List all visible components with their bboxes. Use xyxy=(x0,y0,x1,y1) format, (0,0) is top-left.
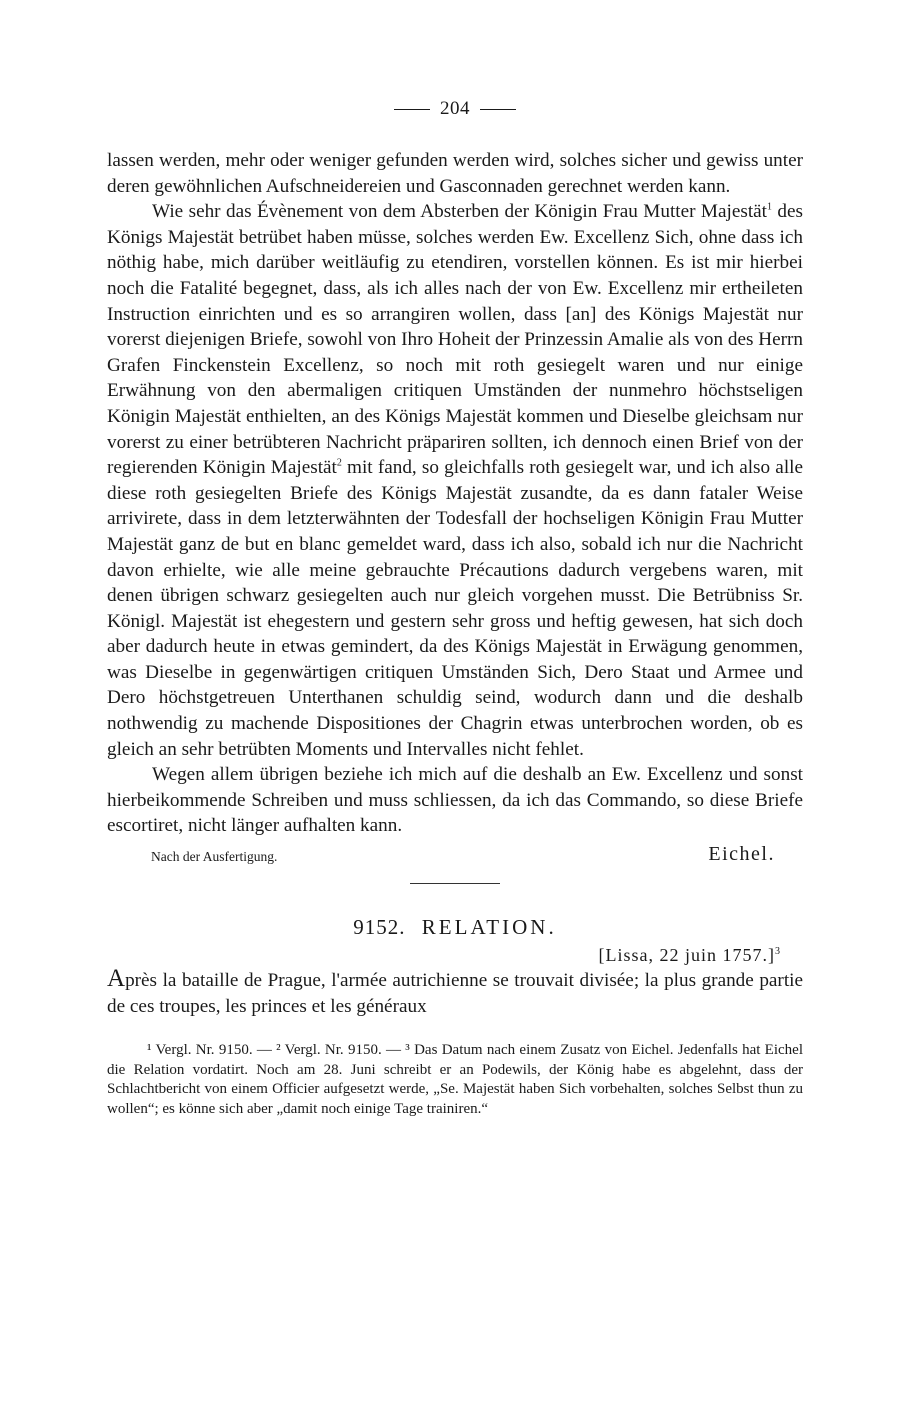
dateline-text: [Lissa, 22 juin 1757.] xyxy=(598,945,775,966)
drop-cap: A xyxy=(107,965,126,993)
page-number: 204 xyxy=(440,98,470,119)
document-number: 9152. xyxy=(353,915,406,940)
header-dash-right xyxy=(480,109,516,110)
document-page xyxy=(107,96,803,1119)
header-dash-left xyxy=(394,109,430,110)
paragraph-2-part-2: des Königs Majestät betrübet haben müsse, solches werden Ew. Excellenz Sich, ohne dass ich nöthig habe, mich darüber weitläufig zu etendiren, vorstellen können. Es ist mir hierbei noch die Fatalité begegnet, dass, als ich alles nach der von Ew. Excellenz mir ertheileten Instruction einrichten und es so arrangiren wollen, dass [an] des Königs Majestät nur vorerst diejenigen Briefe, sowohl von Ihro Hoheit der Prinzessin Amalie als von des Herrn Grafen Finckenstein Excellenz, so noch mit roth gesiegelt waren und nur einige Erwähnung von den abermaligen critiquen Umständen der nunmehro höchstseligen Königin Majestät enthielten, an des Königs Majestät kommen und Dieselbe gleichsam nur vorerst zu einer betrübteren Nachricht präpariren sollten, ich dennoch einen Brief von der regierenden Königin Majestät xyxy=(107,201,804,479)
source-note: Nach der Ausfertigung. xyxy=(151,849,278,865)
letter-continuation: lassen werden, mehr oder weniger gefunden werden wird, solches sicher und gewiss unter deren gewöhnlichen Aufschneidereien und Gasconnaden gerechnet werden kann. xyxy=(107,150,803,197)
section-divider xyxy=(410,883,500,884)
relation-body xyxy=(107,966,803,1019)
footnote-text: ¹ Vergl. Nr. 9150. — ² Vergl. Nr. 9150. — ³ Das Datum nach einem Zusatz von Eichel. Jedenfalls hat Eichel die Relation vordatirt. Noch am 28. Juni schreibt er an Podewils, der König habe es abgelehnt, dass der Schlachtbericht von einem Officier aufgesetzt werde, „Se. Majestät haben Sich vorbehalten, solches Selbst thun zu wollen“; es könne sich aber „damit noch einige Tage trainiren.“ xyxy=(107,1042,803,1117)
letter-body xyxy=(107,148,803,839)
footnote-marker-2: 2 xyxy=(336,457,342,469)
footnotes xyxy=(107,1041,803,1119)
letter-closing xyxy=(107,843,803,871)
footnote-marker-1: 1 xyxy=(767,201,773,213)
paragraph-2-part-3: mit fand, so gleichfalls roth gesiegelt war, und ich also alle diese roth gesiegelten Briefe des Königs Majestät zusandte, da es dann fataler Weise arrivirete, dass in dem letzterwähnten der Todesfall der hochseligen Königin Frau Mutter Majestät ganz de but en blanc gemeldet ward, dass ich also, sobald ich nur die Nachricht davon erhielte, wie alle meine gebrauchte Précautions dadurch vergebens waren, mit denen übrigen schwarz gesiegelten auch nur gleich vorgehen musst. Die Betrübniss Sr. Königl. Majestät ist ehegestern und gestern sehr gross und heftig gewesen, hat sich doch aber dadurch heute in etwas gemindert, da des Königs Majestät in Erwägung genommen, was Dieselbe in gegenwärtigen critiquen Umständen Sich, Dero Staat und Armee und Dero höchstgetreuen Unterthanen schuldig seind, wodurch dann und die deshalb nothwendig zu machende Dispositiones der Chagrin etwas unterbrochen worden, ob es gleich an sehr betrübten Moments und Intervalles nicht fehlet. xyxy=(107,457,803,760)
document-heading xyxy=(107,914,803,940)
letter-paragraph-3: Wegen allem übrigen beziehe ich mich auf die deshalb an Ew. Excellenz und sonst hierbeikommende Schreiben und muss schliessen, da ich das Commando, so diese Briefe escortiret, nicht länger aufhalten kann. xyxy=(107,764,803,837)
letter-paragraph-2 xyxy=(107,199,803,762)
relation-paragraph xyxy=(107,966,803,1019)
page-header xyxy=(107,96,803,122)
dateline xyxy=(107,944,803,966)
signature: Eichel. xyxy=(708,843,775,866)
document-title: RELATION. xyxy=(421,915,557,940)
relation-text: près la bataille de Prague, l'armée autrichienne se trouvait divisée; la plus grande partie de ces troupes, les princes et les généraux xyxy=(107,970,803,1017)
footnote-marker-3: 3 xyxy=(775,946,781,958)
paragraph-2-part-1: Wie sehr das Évènement von dem Absterben der Königin Frau Mutter Majestät xyxy=(152,201,768,223)
